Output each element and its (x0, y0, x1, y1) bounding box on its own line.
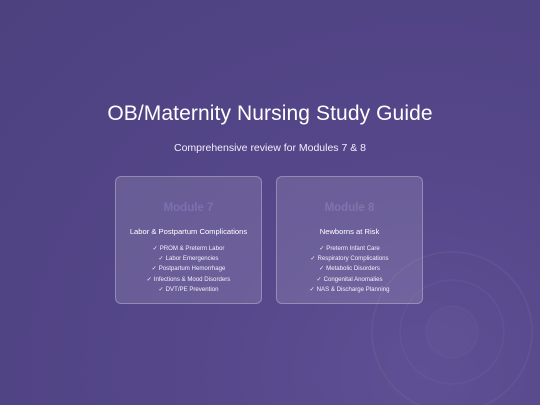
module-8-card[interactable] (276, 176, 423, 304)
list-item (277, 285, 422, 295)
topic-label: Congenital Anomalies (323, 275, 383, 283)
topic-label: Respiratory Complications (317, 255, 389, 263)
checkmark-icon: ✓ (158, 285, 164, 293)
page-subtitle: Comprehensive review for Modules 7 & 8 (173, 142, 366, 154)
module-8-heading: Module 8 (324, 202, 375, 214)
topic-label: DVT/PE Prevention (165, 285, 219, 293)
topic-label: Postpartum Hemorrhage (158, 265, 226, 273)
checkmark-icon: ✓ (319, 265, 325, 273)
list-item (277, 244, 422, 254)
checkmark-icon: ✓ (151, 265, 157, 273)
topic-label: NAS & Discharge Planning (316, 285, 390, 293)
topic-label: PROM & Preterm Labor (159, 245, 225, 252)
topic-label: Preterm Infant Care (326, 245, 380, 252)
checkmark-icon: ✓ (309, 285, 315, 293)
topic-label: Labor Emergencies (165, 255, 219, 263)
checkmark-icon: ✓ (158, 255, 164, 263)
module-7-subtitle: Labor & Postpartum Complications (129, 227, 248, 236)
list-item (116, 254, 261, 264)
module-7-heading: Module 7 (163, 202, 214, 214)
module-8-subtitle: Newborns at Risk (319, 227, 380, 236)
list-item (277, 275, 422, 285)
list-item (116, 264, 261, 274)
topic-label: Infections & Mood Disorders (153, 275, 231, 283)
list-item (116, 244, 261, 254)
checkmark-icon: ✓ (310, 255, 316, 263)
module-8-topic-list (277, 244, 422, 295)
topic-label: Metabolic Disorders (326, 265, 380, 273)
module-7-card[interactable] (115, 176, 262, 304)
list-item (277, 264, 422, 274)
list-item (277, 254, 422, 264)
checkmark-icon: ✓ (316, 275, 322, 283)
page-title: OB/Maternity Nursing Study Guide (107, 102, 433, 125)
checkmark-icon: ✓ (146, 275, 152, 283)
list-item (116, 285, 261, 295)
checkmark-icon: ✓ (319, 245, 325, 252)
checkmark-icon: ✓ (152, 245, 158, 252)
module-7-topic-list (116, 244, 261, 295)
list-item (116, 275, 261, 285)
